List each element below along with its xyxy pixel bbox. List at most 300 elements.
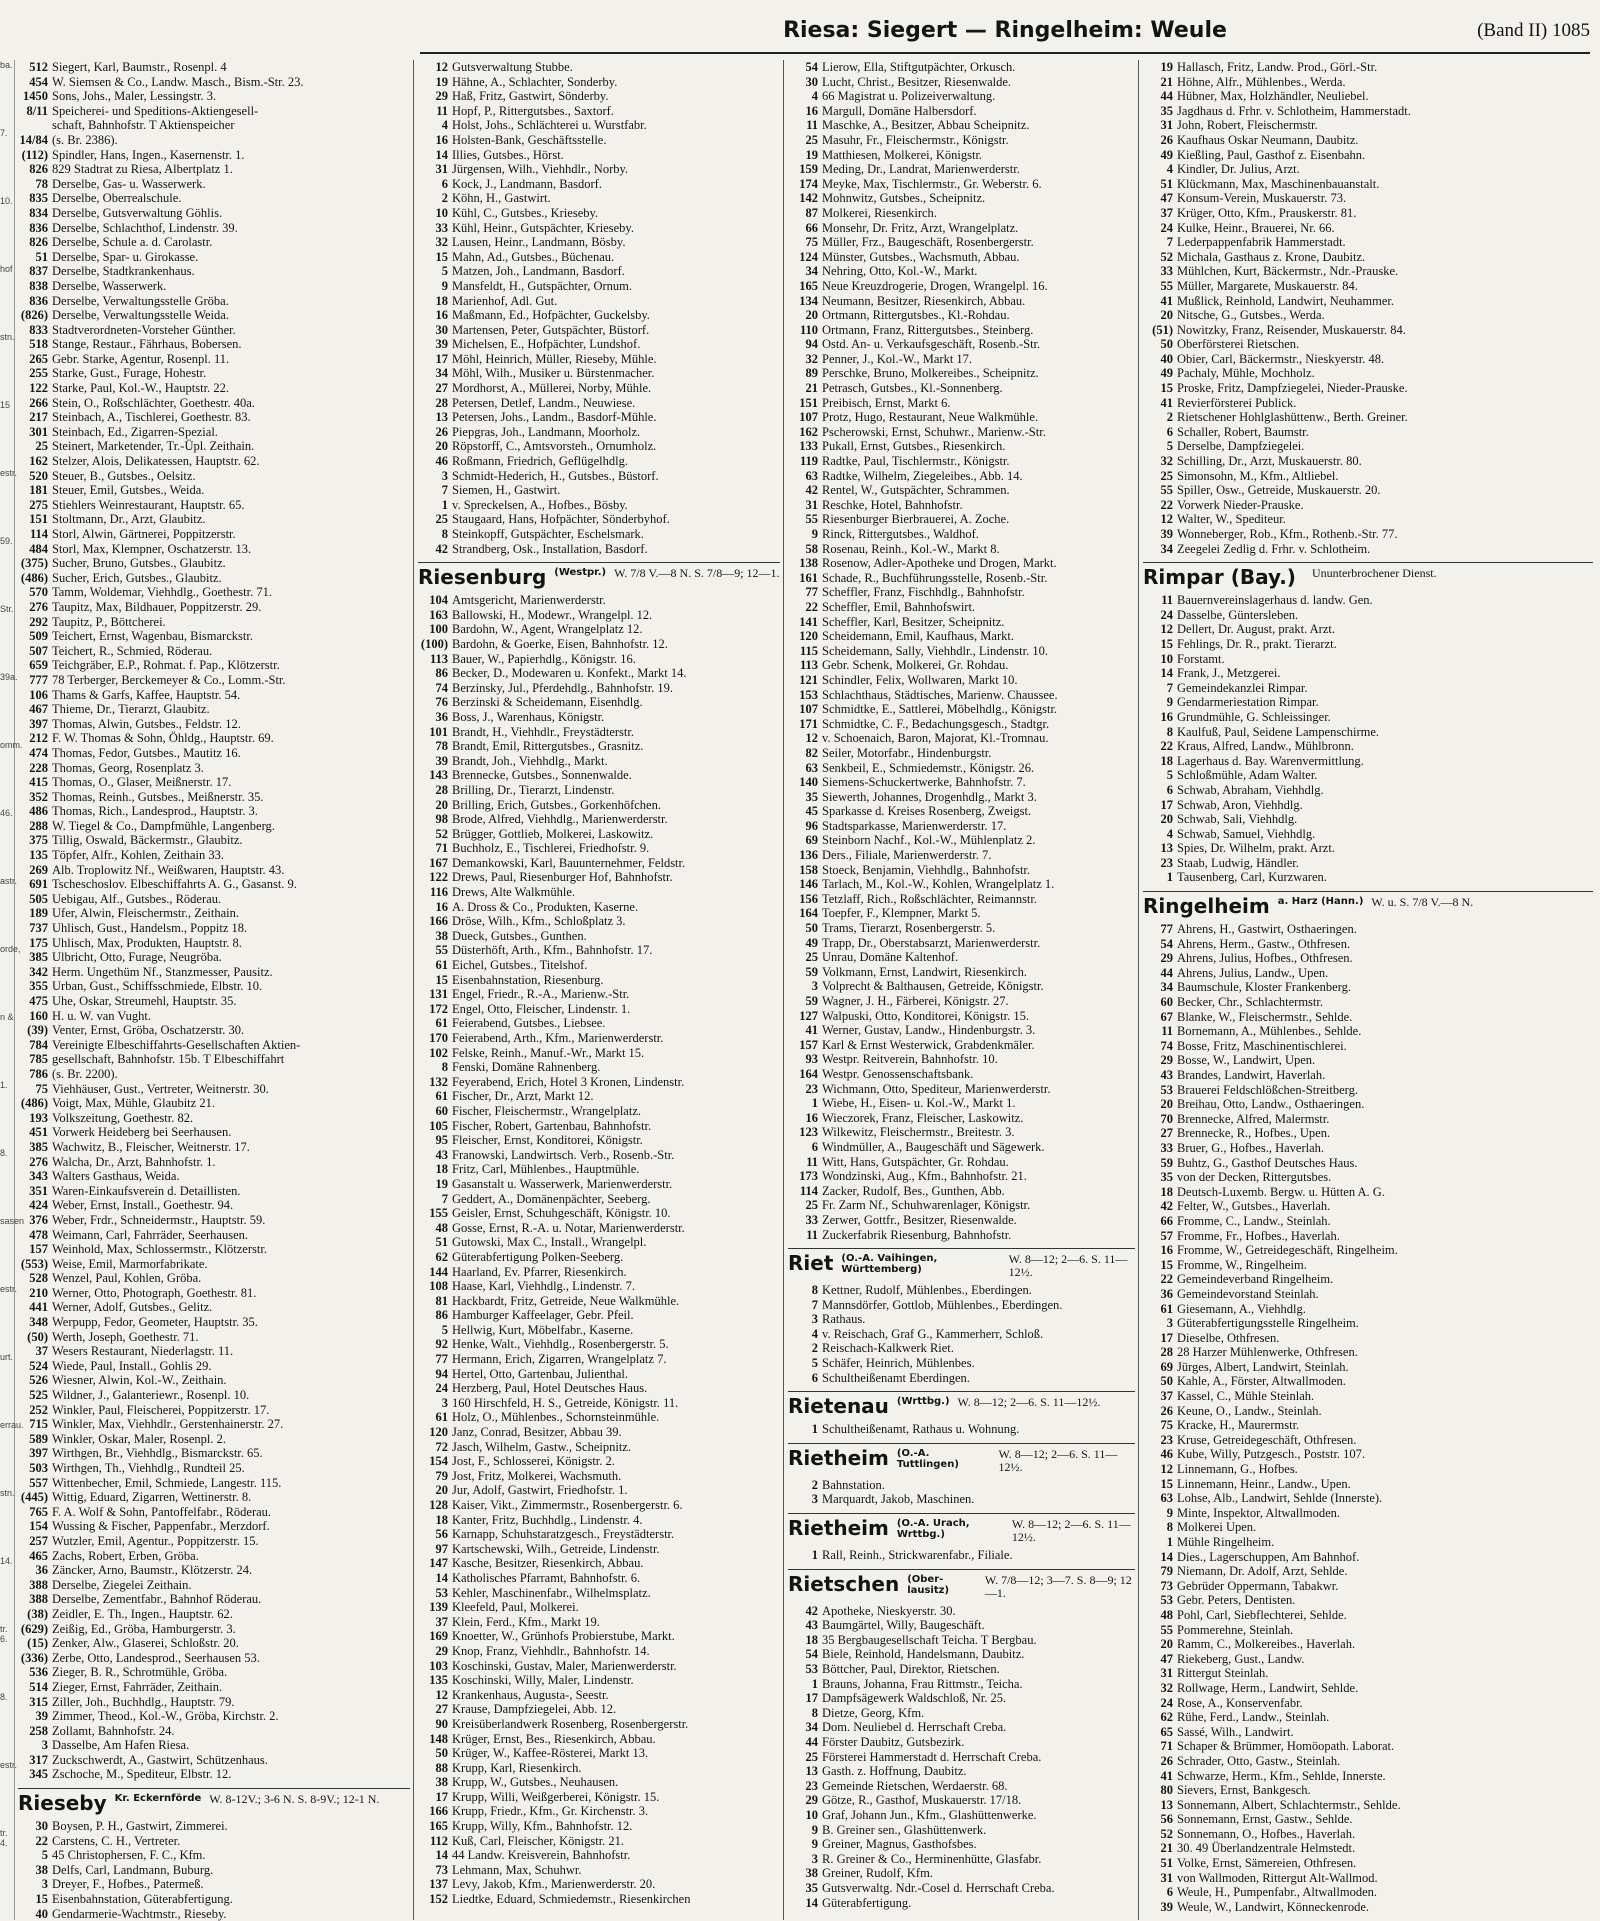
directory-entry [788,1764,1135,1779]
entry-text: Derselbe, Gutsverwaltung Göhlis. [52,205,223,220]
phone-number: 22 [1160,739,1173,754]
directory-entry [788,439,1135,454]
phone-number: 94 [805,337,818,352]
directory-entry [1143,1637,1593,1652]
phone-number: 74 [1160,1038,1173,1053]
entry-text: Walpuski, Otto, Konditorei, Königstr. 15. [822,1008,1029,1023]
phone-number: 1 [1166,1535,1173,1549]
phone-number: 66 [1160,1213,1173,1228]
phone-number: 113 [429,651,448,666]
entry-text: Hamburger Kaffeelager, Gebr. Pfeil. [452,1308,634,1323]
directory-entry [18,264,410,279]
entry-text: Thieme, Dr., Tierarzt, Glaubitz. [52,702,210,717]
phone-number: (51) [1152,322,1173,337]
entry-text: Brügger, Gottlieb, Molkerei, Laskowitz. [452,826,654,841]
phone-number: 258 [29,1723,48,1738]
directory-entry [788,848,1135,863]
entry-text: Steuer, B., Gutsbes., Oelsitz. [52,468,196,483]
entry-text: Götze, R., Gasthof, Muskauerstr. 17/18. [822,1793,1022,1808]
entry-text: Rinck, Rittergutsbes., Waldhof. [822,527,979,541]
town-section-header [788,1248,1135,1279]
phone-number: 12 [435,1687,448,1702]
entry-text: Kube, Willy, Putzgesch., Poststr. 107. [1177,1447,1366,1462]
entry-text: Krüger, Otto, Kfm., Prauskerstr. 81. [1177,205,1357,220]
directory-entry [18,1198,410,1213]
entry-text: Stiehlers Weinrestaurant, Hauptstr. 65. [52,497,245,512]
entry-text: Simonsohn, M., Kfm., Altliebel. [1177,468,1339,483]
phone-number: 70 [1160,1111,1173,1126]
entry-text: Forstamt. [1177,651,1225,666]
entry-text: Kuß, Carl, Fleischer, Königstr. 21. [452,1833,625,1848]
directory-entry [1143,1170,1593,1185]
phone-number: 1 [811,1676,818,1691]
directory-entry [1143,1433,1593,1448]
directory-entry [788,1096,1135,1111]
entry-text: Rühe, Ferd., Landw., Steinlah. [1177,1710,1330,1725]
phone-number: 16 [805,1110,818,1125]
phone-number: 146 [799,877,818,892]
directory-entry [18,1009,410,1024]
directory-entry [418,1469,780,1484]
entry-text: Wachwitz, B., Fleischer, Weitnerstr. 17. [52,1139,250,1154]
entry-text: Stelzer, Alois, Delikatessen, Hauptstr. 62. [52,454,260,469]
margin-fragment: 8. [0,1692,8,1702]
phone-number: 12 [1160,622,1173,637]
phone-number: 785 [29,1052,48,1067]
entry-text: Pommerehne, Steinlah. [1177,1622,1294,1637]
directory-entry [18,1330,410,1345]
entry-text: Mühlchen, Kurt, Bäckermstr., Ndr.-Prauske. [1177,264,1399,279]
directory-entry [1143,783,1593,798]
entry-text: Martensen, Peter, Gutspächter, Büstorf. [452,322,650,337]
directory-entry [1143,512,1593,527]
directory-entry [1143,1229,1593,1244]
phone-number: 171 [799,716,818,731]
phone-number: 36 [35,1563,48,1578]
phone-number: 342 [29,964,48,979]
phone-number: 3 [41,1877,48,1892]
phone-number: 97 [435,1541,448,1556]
entry-text: F. W. Thomas & Sohn, Öhldg., Hauptstr. 69. [52,731,274,746]
entry-text: Holz, O., Mühlenbes., Schornsteinmühle. [452,1410,660,1425]
entry-text: Marquardt, Jakob, Maschinen. [822,1492,975,1507]
entry-text: Gebr. Schenk, Molkerei, Gr. Rohdau. [822,658,1009,673]
entry-text: Graf, Johann Jun., Kfm., Glashüttenwerke. [822,1807,1037,1822]
entry-text: Kühl, C., Gutsbes., Krieseby. [452,205,599,220]
directory-entry [788,148,1135,163]
entry-text: Böttcher, Paul, Direktor, Rietschen. [822,1662,1000,1676]
phone-number: 5 [1166,439,1173,454]
entry-text: Weinhold, Max, Schlossermstr., Klötzerstr. [52,1242,267,1257]
entry-text: Dom. Neuliebel d. Herrschaft Creba. [822,1720,1007,1735]
directory-entry [788,1823,1135,1838]
entry-text: Dietze, Georg, Kfm. [822,1705,925,1720]
phone-number: 77 [1160,922,1173,937]
directory-entry [18,206,410,221]
entry-text: Schrader, Otto, Gastw., Steinlah. [1177,1753,1341,1768]
phone-number: 50 [805,921,818,936]
directory-entry [1143,1331,1593,1346]
phone-number: 41 [805,1023,818,1038]
entry-text: Dasselbe, Güntersleben. [1177,607,1299,622]
directory-entry [1143,754,1593,769]
directory-entry [788,1228,1135,1243]
directory-entry [18,746,410,761]
entry-text: Windmüller, A., Baugeschäft und Sägewerk. [822,1139,1045,1154]
phone-number: 147 [429,1556,448,1571]
directory-entry [1143,308,1593,323]
office-hours: W. 7/8 V.—8 N. S. 7/8—9; 12—1. [614,566,780,581]
phone-number: 31 [1160,1870,1173,1885]
phone-number: 29 [805,1793,818,1808]
directory-entry [788,1604,1135,1619]
phone-number: 86 [435,1308,448,1323]
directory-entry [18,1184,410,1199]
phone-number: 12 [805,731,818,746]
phone-number: 4 [811,89,818,104]
margin-fragment: 46. [0,808,13,818]
phone-number: 4 [1166,826,1173,841]
entry-text: Kassel, C., Mühle Steinlah. [1177,1389,1315,1404]
phone-number: 151 [799,395,818,410]
phone-number: 21 [1160,74,1173,89]
directory-entry [1143,1083,1593,1098]
directory-entry [18,615,410,630]
directory-entry [1143,1214,1593,1229]
phone-number: 62 [435,1249,448,1264]
phone-number: 101 [429,724,448,739]
directory-entry [18,1096,410,1111]
phone-number: 47 [1160,191,1173,206]
entry-text: Krupp, W., Gutsbes., Neuhausen. [452,1775,619,1790]
directory-entry [1143,1652,1593,1667]
entry-text: Derselbe, Stadtkrankenhaus. [52,264,195,279]
phone-number: 22 [805,599,818,614]
directory-entry [18,863,410,878]
directory-entry [418,768,780,783]
entry-text: Walter, W., Spediteur. [1177,512,1286,527]
phone-number: 13 [805,1764,818,1779]
phone-number: 160 [29,1008,48,1023]
entry-text: Schloßmühle, Adam Walter. [1177,768,1318,783]
entry-text: Proske, Fritz, Dampfziegelei, Nieder-Prauske. [1177,381,1408,396]
phone-number: 5 [811,1356,818,1371]
directory-entry [418,958,780,973]
phone-number: 121 [799,672,818,687]
phone-number: 42 [805,483,818,498]
directory-entry [788,454,1135,469]
phone-number: 77 [435,1352,448,1367]
left-margin-fragments [0,60,25,1920]
directory-entry [1143,1754,1593,1769]
directory-entry [418,1556,780,1571]
phone-number: 116 [429,885,448,900]
entry-text: Thomas, O., Glaser, Meißnerstr. 17. [52,775,232,790]
entry-text: Lucht, Christ., Besitzer, Riesenwalde. [822,74,1012,89]
directory-entry [1143,1550,1593,1565]
directory-entry [1143,177,1593,192]
phone-number: 29 [435,89,448,104]
directory-entry [1143,1141,1593,1156]
phone-number: 14 [435,147,448,162]
phone-number: 157 [799,1037,818,1052]
entry-text: Schlachthaus, Städtisches, Marienw. Chaussee. [822,687,1058,702]
entry-text: Ufer, Alwin, Fleischermstr., Zeithain. [52,906,239,921]
directory-entry [418,75,780,90]
entry-text: Gutsverwaltg. Ndr.-Cosel d. Herrschaft Creba. [822,1880,1055,1895]
phone-number: 465 [29,1548,48,1563]
phone-number: 103 [429,1658,448,1673]
phone-number: 441 [29,1300,48,1315]
entry-text: Storl, Alwin, Gärtnerei, Poppitzerstr. [52,527,236,541]
entry-text: Gebr. Starke, Agentur, Rosenpl. 11. [52,351,230,366]
directory-entry [418,162,780,177]
entry-text: Töpfer, Alfr., Kohlen, Zeithain 33. [52,848,225,863]
town-section-header [788,1513,1135,1544]
phone-number: 158 [799,862,818,877]
phone-number: 15 [1160,636,1173,651]
directory-entry [418,425,780,440]
phone-number: 26 [1160,1403,1173,1418]
phone-number: 14/84 [19,132,48,147]
directory-entry [788,133,1135,148]
phone-number: 32 [805,351,818,366]
directory-entry [788,1677,1135,1692]
entry-text: Schäfer, Heinrich, Mühlenbes. [822,1356,975,1371]
directory-entry [18,950,410,965]
phone-number: 148 [429,1731,448,1746]
phone-number: 14 [435,1570,448,1585]
phone-number: 51 [1160,1856,1173,1871]
entry-text: Seiler, Motorfabr., Hindenburgstr. [822,745,992,760]
phone-number: 8 [1166,724,1173,739]
entry-text: Mansfeldt, H., Gutspächter, Ornum. [452,278,633,293]
directory-entry [418,973,780,988]
entry-text: Westpr. Reitverein, Bahnhofstr. 10. [822,1052,998,1067]
town-section-header [18,1788,410,1815]
entry-text: Bardohn, & Goerke, Eisen, Bahnhofstr. 12. [452,636,668,651]
entry-text: Alb. Troplowitz Nf., Weißwaren, Hauptstr. 43. [52,862,285,877]
phone-number: 73 [435,1862,448,1877]
entry-text: Hermann, Erich, Zigarren, Wrangelplatz 7. [452,1352,667,1367]
entry-text: Meding, Dr., Landrat, Marienwerderstr. [822,162,1020,177]
directory-entry [788,1140,1135,1155]
directory-entry [18,1242,410,1257]
phone-number: 59 [805,994,818,1008]
phone-number: 108 [429,1279,448,1294]
phone-number: 16 [1160,709,1173,724]
phone-number: 102 [429,1045,448,1060]
phone-number: 6 [1166,1885,1173,1900]
phone-number: 172 [429,1001,448,1016]
directory-entry [18,1665,410,1680]
directory-entry [1143,652,1593,667]
entry-text: Siegert, Karl, Baumstr., Rosenpl. 4 [52,60,227,74]
phone-number: 3 [1166,1316,1173,1331]
town-region: a. Harz (Hann.) [1277,896,1364,908]
phone-number: 1 [811,1422,818,1437]
phone-number: 691 [29,877,48,892]
phone-number: 27 [435,1702,448,1717]
phone-number: 135 [29,848,48,863]
phone-number: 69 [1160,1359,1173,1374]
directory-entry [418,1031,780,1046]
directory-entry [788,206,1135,221]
directory-entry [788,1691,1135,1706]
directory-entry [18,600,410,615]
directory-entry [18,1111,410,1126]
phone-number: 80 [1160,1783,1173,1798]
phone-number: 81 [435,1293,448,1308]
directory-entry [1143,856,1593,871]
entry-text: Derselbe, Verwaltungsstelle Weida. [52,308,229,323]
directory-entry [418,410,780,425]
entry-text: Ballowski, H., Modewr., Wrangelpl. 12. [452,607,653,622]
town-section-header [1143,891,1593,918]
phone-number: 385 [29,1139,48,1154]
phone-number: 37 [35,1344,48,1359]
directory-entry [788,1492,1135,1507]
directory-entry [418,133,780,148]
entry-text: Gemeinde Rietschen, Werdaerstr. 68. [822,1778,1008,1793]
phone-number: 92 [435,1337,448,1352]
directory-entry [418,1148,780,1163]
phone-number: 131 [429,987,448,1002]
phone-number: 212 [29,731,48,746]
entry-text: Wilkewitz, Fleischermstr., Breitestr. 3. [822,1125,1015,1140]
entry-text: Ahrens, Julius, Landw., Upen. [1177,965,1329,980]
phone-number: 6 [1166,782,1173,797]
directory-entry [418,1673,780,1688]
phone-number: 20 [1160,1097,1173,1112]
directory-entry [1143,1126,1593,1141]
directory-entry [1143,337,1593,352]
phone-number: 49 [1160,147,1173,162]
directory-entry [1143,235,1593,250]
phone-number: 63 [1160,1491,1173,1506]
directory-entry [18,294,410,309]
phone-number: 18 [435,1512,448,1527]
phone-number: 38 [805,1866,818,1881]
directory-entry [788,1881,1135,1896]
entry-text: Steuer, Emil, Gutsbes., Weida. [52,483,205,498]
phone-number: 37 [1160,205,1173,220]
margin-fragment: 8. [0,1148,8,1158]
directory-entry [1143,294,1593,309]
entry-text: Zerbe, Otto, Landesprod., Seerhausen 53. [52,1650,260,1665]
entry-text: Wesers Restaurant, Niederlagstr. 11. [52,1344,234,1359]
directory-entry [418,900,780,915]
phone-number: 151 [29,512,48,527]
entry-text: 44 Landw. Kreisverein, Bahnhofstr. [452,1848,631,1863]
phone-number: 31 [1160,118,1173,133]
directory-entry [788,1356,1135,1371]
entry-text: Werpupp, Fedor, Geometer, Hauptstr. 35. [52,1315,258,1330]
directory-entry [418,104,780,119]
phone-number: 15 [1160,1476,1173,1491]
phone-number: 113 [799,658,818,673]
phone-number: 5 [441,264,448,279]
entry-text: Zuckschwerdt, A., Gastwirt, Schützenhaus. [52,1752,268,1767]
entry-text: Strandberg, Osk., Installation, Basdorf. [452,541,648,556]
directory-entry [418,1381,780,1396]
directory-entry [418,1323,780,1338]
entry-text: Katholisches Pfarramt, Bahnhofstr. 6. [452,1570,641,1585]
phone-number: 1 [811,1548,818,1563]
phone-number: 835 [29,191,48,206]
phone-number: 42 [1160,1199,1173,1214]
entry-text: Herm. Ungethüm Nf., Stanzmesser, Pausitz. [52,964,273,979]
phone-number: 7 [811,1297,818,1312]
entry-text: Reischach-Kalkwerk Riet. [822,1341,954,1356]
phone-number: 4 [811,1326,818,1341]
entry-text: Derselbe, Schlachthof, Lindenstr. 39. [52,220,238,235]
phone-number: 1450 [23,89,48,104]
phone-number: 61 [435,1016,448,1031]
directory-entry [1143,870,1593,885]
entry-text: Spindler, Hans, Ingen., Kasernenstr. 1. [52,147,245,162]
entry-text: Röpstorff, C., Amtsvorsteh., Ornumholz. [452,439,657,454]
directory-entry [788,1866,1135,1881]
directory-entry [18,118,410,133]
phone-number: 275 [29,497,48,512]
entry-text: Zacker, Rudolf, Bes., Gunthen, Abb. [822,1183,1005,1198]
directory-entry [788,1298,1135,1313]
entry-text: Haarland, Ev. Pfarrer, Riesenkirch. [452,1264,627,1279]
entry-text: Schwarze, Herm., Kfm., Sehlde, Innerste. [1177,1768,1386,1783]
entry-text: Schade, R., Buchführungsstelle, Rosenb.-Str. [822,570,1048,585]
entry-text: Breihau, Otto, Landw., Osthaeringen. [1177,1097,1365,1112]
entry-text: Fehlings, Dr. R., prakt. Tierarzt. [1177,636,1337,651]
entry-text: W. Tiegel & Co., Dampfmühle, Langenberg. [52,818,275,833]
directory-entry [1143,352,1593,367]
phone-number: 25 [805,132,818,147]
directory-entry [18,571,410,586]
phone-number: 11 [1161,1024,1173,1039]
directory-entry [1143,1258,1593,1273]
town-section-header [418,562,780,589]
phone-number: 315 [29,1694,48,1709]
entry-text: Bornemann, A., Mühlenbes., Sehlde. [1177,1024,1362,1039]
phone-number: 67 [1160,1009,1173,1024]
phone-number: 72 [435,1439,448,1454]
phone-number: 63 [805,760,818,775]
phone-number: 30 [35,1819,48,1834]
phone-number: 38 [435,1775,448,1790]
directory-entry [18,906,410,921]
phone-number: 66 [805,220,818,235]
phone-number: 7 [1166,235,1173,250]
phone-number: 50 [1160,337,1173,352]
entry-text: v. Reischach, Graf G., Kammerherr, Schloß. [822,1326,1044,1341]
phone-number: 114 [29,527,48,541]
page-title: Riesa: Siegert — Ringelheim: Weule [783,18,1227,43]
phone-number: 5 [1166,768,1173,783]
directory-entry [1143,1010,1593,1025]
directory-entry [788,950,1135,965]
phone-number: 53 [1160,1593,1173,1608]
entry-text: Thomas, Georg, Rosenplatz 3. [52,760,204,775]
directory-entry [788,921,1135,936]
entry-text: Brode, Alfred, Viehhdlg., Marienwerderstr. [452,812,668,827]
phone-number: 61 [435,958,448,973]
directory-entry [1143,798,1593,813]
entry-text: Gutowski, Max C., Install., Wrangelpl. [452,1235,647,1250]
directory-entry [418,1629,780,1644]
entry-text: Steinbach, A., Tischlerei, Goethestr. 83. [52,410,251,425]
town-name: Rietheim [788,1445,889,1470]
directory-entry [1143,710,1593,725]
